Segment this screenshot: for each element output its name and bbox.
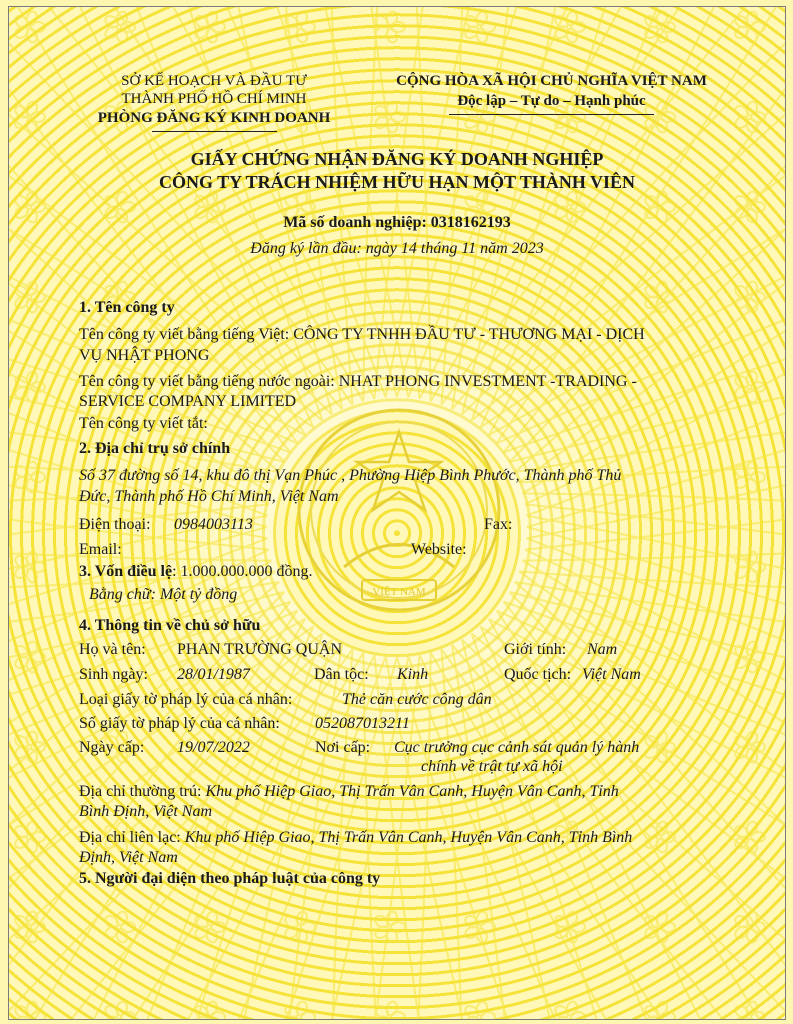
pattern-flower-petal bbox=[25, 100, 39, 116]
head-office-address-1: Số 37 đường số 14, khu đô thị Vạn Phúc , Phường Hiệp Bình Phước, Thành phố Thủ bbox=[79, 467, 622, 484]
company-name-vn-value-1: CÔNG TY TNHH ĐẦU TƯ - THƯƠNG MẠI - DỊCH bbox=[293, 326, 645, 343]
id-number-label: Số giấy tờ pháp lý của cá nhân: bbox=[79, 715, 280, 732]
company-name-foreign-value-2: SERVICE COMPANY LIMITED bbox=[79, 393, 297, 410]
nationality-value: Việt Nam bbox=[582, 666, 641, 683]
capital-in-words-label: Bằng chữ: bbox=[89, 586, 156, 603]
pattern-flower-petal bbox=[205, 910, 219, 926]
pattern-flower-petal bbox=[655, 280, 669, 296]
ethnicity-value: Kinh bbox=[397, 666, 429, 683]
pattern-flower-petal bbox=[205, 1000, 219, 1016]
pattern-curve bbox=[503, 280, 785, 453]
company-name-vn bbox=[79, 326, 645, 344]
permanent-address bbox=[79, 783, 619, 801]
pattern-flower-petal bbox=[655, 730, 669, 746]
pattern-flower-petal bbox=[205, 10, 219, 26]
pattern-flower-petal bbox=[25, 370, 39, 386]
website-label: Website: bbox=[411, 541, 467, 558]
pattern-flower-petal bbox=[745, 550, 759, 566]
pattern-flower-petal bbox=[25, 730, 39, 746]
pattern-flower-petal bbox=[745, 820, 759, 836]
pattern-flower-petal bbox=[475, 1000, 489, 1016]
id-type-value: Thẻ căn cước công dân bbox=[342, 691, 492, 708]
gender-value: Nam bbox=[587, 641, 618, 658]
agency-line-3: PHÒNG ĐĂNG KÝ KINH DOANH bbox=[97, 110, 331, 126]
agency-line-2: THÀNH PHỐ HỒ CHÍ MINH bbox=[121, 91, 307, 107]
header-left-rule bbox=[152, 131, 277, 132]
permanent-address-value-1: Khu phố Hiệp Giao, Thị Trấn Vân Canh, Huyện Vân Canh, Tỉnh bbox=[205, 783, 619, 800]
agency-line-1: SỞ KẾ HOẠCH VÀ ĐẦU TƯ bbox=[121, 73, 307, 89]
pattern-flower-petal bbox=[745, 10, 759, 26]
section-3-heading: 3. Vốn điều lệ bbox=[79, 563, 173, 580]
contact-address-value-1: Khu phố Hiệp Giao, Thị Trấn Vân Canh, Huyện Vân Canh, Tỉnh Bình bbox=[184, 829, 633, 846]
pattern-flower-petal bbox=[25, 640, 39, 656]
head-office-address-2: Đức, Thành phố Hồ Chí Minh, Việt Nam bbox=[79, 488, 339, 505]
pattern-flower-petal bbox=[115, 280, 129, 296]
contact-address-value-2: Định, Việt Nam bbox=[79, 849, 178, 866]
pattern-flower-petal bbox=[115, 910, 129, 926]
document-title-line-1: GIẤY CHỨNG NHẬN ĐĂNG KÝ DOANH NGHIỆP bbox=[190, 149, 604, 169]
ethnicity-label: Dân tộc: bbox=[314, 666, 369, 683]
pattern-flower-petal bbox=[655, 1000, 669, 1016]
pattern-flower-petal bbox=[655, 910, 669, 926]
pattern-flower-petal bbox=[655, 10, 669, 26]
pattern-curve bbox=[523, 561, 785, 870]
issue-date-value: 19/07/2022 bbox=[177, 739, 250, 756]
issue-date-label: Ngày cấp: bbox=[79, 739, 145, 756]
pattern-flower-petal bbox=[25, 820, 39, 836]
contact-address-label: Địa chỉ liên lạc: bbox=[79, 829, 181, 846]
capital-in-words bbox=[89, 586, 237, 604]
pattern-flower-petal bbox=[25, 10, 39, 26]
company-name-vn-value-2: VỤ NHẬT PHONG bbox=[79, 347, 210, 364]
gender-label: Giới tính: bbox=[504, 641, 567, 658]
id-number-value: 052087013211 bbox=[315, 715, 410, 732]
phone-value: 0984003113 bbox=[174, 516, 253, 533]
permanent-address-label: Địa chỉ thường trú: bbox=[79, 783, 202, 800]
pattern-flower-petal bbox=[475, 10, 489, 26]
charter-capital bbox=[79, 563, 313, 581]
pattern-flower-petal bbox=[385, 910, 399, 926]
pattern-flower-petal bbox=[385, 10, 399, 26]
contact-address bbox=[79, 829, 632, 847]
section-5-heading: 5. Người đại diện theo pháp luật của công ty bbox=[79, 870, 381, 887]
owner-name-label: Họ và tên: bbox=[79, 641, 146, 658]
pattern-flower-petal bbox=[745, 100, 759, 116]
capital-in-words-value: Một tỷ đồng bbox=[159, 586, 238, 603]
pattern-flower-petal bbox=[115, 1000, 129, 1016]
pattern-flower-petal bbox=[745, 640, 759, 656]
company-name-foreign bbox=[79, 373, 637, 391]
pattern-curve bbox=[523, 493, 785, 518]
document-title-line-2: CÔNG TY TRÁCH NHIỆM HỮU HẠN MỘT THÀNH VIÊN bbox=[158, 172, 636, 192]
pattern-flower-petal bbox=[25, 1000, 39, 1016]
company-name-foreign-value-1: NHAT PHONG INVESTMENT -TRADING - bbox=[338, 373, 637, 390]
phone-label: Điện thoại: bbox=[79, 516, 151, 533]
fax-label: Fax: bbox=[484, 516, 513, 533]
company-name-vn-label: Tên công ty viết bằng tiếng Việt: bbox=[79, 326, 290, 343]
header-right-rule bbox=[449, 114, 654, 115]
email-label: Email: bbox=[79, 541, 122, 558]
pattern-flower-petal bbox=[25, 550, 39, 566]
pattern-flower-petal bbox=[385, 1000, 399, 1016]
id-type-label: Loại giấy tờ pháp lý của cá nhân: bbox=[79, 691, 293, 708]
section-2-heading: 2. Địa chỉ trụ sở chính bbox=[79, 440, 231, 457]
country-motto: Độc lập – Tự do – Hạnh phúc bbox=[457, 93, 646, 109]
enterprise-code: Mã số doanh nghiệp: 0318162193 bbox=[283, 214, 511, 231]
issue-place-value-2: chính về trật tự xã hội bbox=[421, 758, 563, 775]
section-4-heading: 4. Thông tin về chủ sở hữu bbox=[79, 617, 261, 634]
owner-name-value: PHAN TRƯỜNG QUẬN bbox=[177, 641, 343, 658]
pattern-flower-petal bbox=[295, 1000, 309, 1016]
dob-label: Sinh ngày: bbox=[79, 666, 148, 683]
dob-value: 28/01/1987 bbox=[177, 666, 250, 683]
pattern-curve bbox=[9, 535, 271, 560]
pattern-flower-petal bbox=[565, 1000, 579, 1016]
pattern-flower-petal bbox=[745, 280, 759, 296]
issue-place-value-1: Cục trưởng cục cảnh sát quản lý hành bbox=[394, 739, 640, 756]
company-name-foreign-label: Tên công ty viết bằng tiếng nước ngoài: bbox=[79, 373, 335, 390]
section-1-heading: 1. Tên công ty bbox=[79, 299, 175, 316]
certificate-page bbox=[8, 6, 786, 1020]
country-name: CỘNG HÒA XÃ HỘI CHỦ NGHĨA VIỆT NAM bbox=[396, 73, 707, 89]
issue-place-label: Nơi cấp: bbox=[315, 739, 371, 756]
emblem-ribbon-text: VIỆT NAM bbox=[372, 586, 426, 598]
nationality-label: Quốc tịch: bbox=[504, 666, 572, 683]
pattern-flower-petal bbox=[745, 730, 759, 746]
pattern-curve bbox=[527, 516, 785, 641]
charter-capital-value: : 1.000.000.000 đồng. bbox=[172, 563, 313, 580]
national-emblem-watermark bbox=[284, 402, 514, 622]
pattern-flower-petal bbox=[565, 10, 579, 26]
first-registration-date: Đăng ký lần đầu: ngày 14 tháng 11 năm 2023 bbox=[250, 240, 544, 257]
pattern-flower-petal bbox=[295, 10, 309, 26]
pattern-flower-petal bbox=[475, 910, 489, 926]
pattern-flower-petal bbox=[745, 370, 759, 386]
pattern-flower-petal bbox=[565, 910, 579, 926]
permanent-address-value-2: Bình Định, Việt Nam bbox=[79, 803, 213, 820]
pattern-curve bbox=[523, 535, 785, 560]
company-short-name-label: Tên công ty viết tắt: bbox=[79, 415, 208, 432]
